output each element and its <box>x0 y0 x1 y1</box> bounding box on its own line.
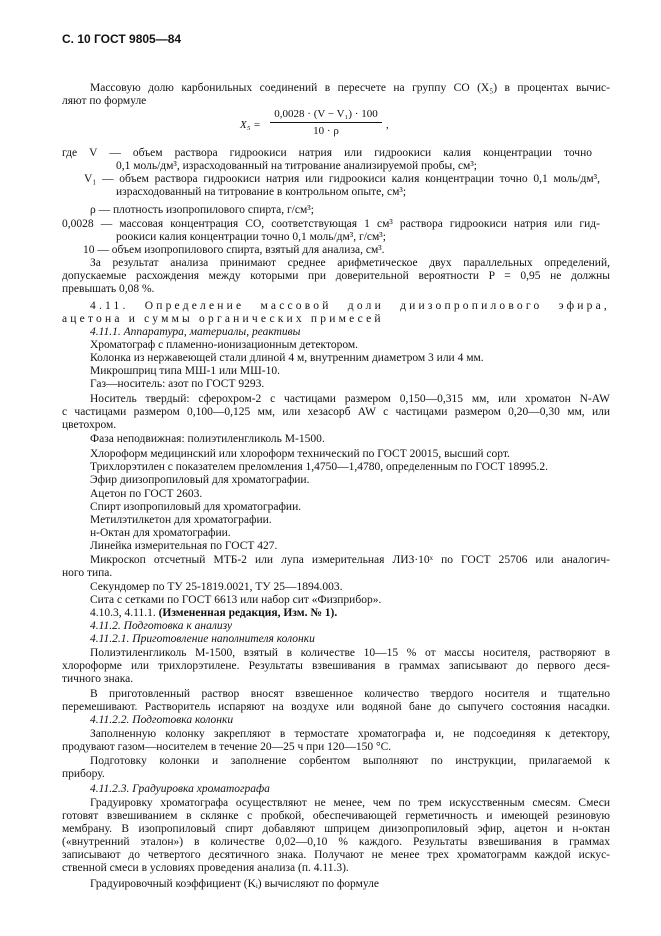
material-line: с частицами размером 0,100—0,125 мм, или хезасорб AW с частицами размером 0,20—0,30 мм, или <box>62 406 610 418</box>
amendment-bold: (Измененная редакция, Изм. № 1). <box>158 607 338 619</box>
material-line: Фаза неподвижная: полиэтиленгликоль М-1500. <box>90 433 325 445</box>
material-line: Микроскоп отсчетный МТБ-2 или лупа измерительная ЛИЗ·10ˣ по ГОСТ 25706 или аналогич- <box>90 554 610 566</box>
def-rho: ρ — плотность изопропилового спирта, г/см³; <box>90 204 314 216</box>
formula-trail: , <box>386 119 389 131</box>
result-line-1: За результат анализа принимают среднее арифметическое двух параллельных определений, <box>90 257 610 269</box>
material-line: Хроматограф с пламенно-ионизационным детектором. <box>90 339 359 351</box>
amendment-note <box>90 607 610 620</box>
section-title-line-2: ацетона и суммы органических примесей <box>62 313 384 325</box>
calib-line: («внутренний эталон») в количестве 0,02—0,10 % каждого. Результаты взвешивания в граммах <box>62 836 610 848</box>
subsection-4-11-2-1: 4.11.2.1. Приготовление наполнителя колонки <box>90 633 315 645</box>
filler-line: В приготовленный раствор вносят взвешенное количество твердого носителя и тщательно <box>90 688 610 700</box>
intro-line-1: Массовую долю карбонильных соединений в пересчете на группу СО (X₅) в процентах вычис- <box>90 82 610 94</box>
def-v1: V₁ — объем раствора гидроокиси натрия или гидроокиси калия концентрации точно 0,1 моль/дм³, <box>84 173 600 185</box>
material-line: цветохром. <box>62 419 117 431</box>
amendment-ref: 4.10.3, 4.11.1. <box>90 607 159 619</box>
subsection-4-11-2-2: 4.11.2.2. Подготовка колонки <box>90 714 234 726</box>
section-title-line-1: 4.11. Определение массовой доли диизопропилового эфира, <box>90 300 610 312</box>
calib-line: мембрану. В изопропиловый спирт добавляют шприцем диизопропиловый эфир, ацетон и н-октан <box>62 823 610 835</box>
result-line-2: допускаемые расхождения между которыми при доверительной вероятности P = 0,95 не должны <box>62 270 610 282</box>
calib-line: записывают до четвертого десятичного знака. Получают не менее трех хроматограмм каждой искус- <box>62 849 610 861</box>
material-line: Ацетон по ГОСТ 2603. <box>90 488 203 500</box>
result-line-3: превышать 0,08 %. <box>62 283 155 295</box>
subsection-4-11-1: 4.11.1. Аппаратура, материалы, реактивы <box>90 326 301 338</box>
subsection-4-11-2: 4.11.2. Подготовка к анализу <box>90 620 233 632</box>
def-v: где V — объем раствора гидроокиси натрия или гидроокиси калия концентрации точно <box>62 147 592 159</box>
material-line: ного типа. <box>62 567 113 579</box>
material-line: Микрошприц типа МШ-1 или МШ-10. <box>90 365 280 377</box>
filler-line: тичного знака. <box>62 673 134 685</box>
column-line: продувают газом—носителем в течение 20—25 ч при 120—150 °С. <box>62 741 392 753</box>
def-v1-cont: израсходованный на титрование в контрольном опыте, см³; <box>116 186 407 198</box>
filler-line: перемешивают. Растворитель испаряют на воздухе или водяной бане до сыпучего состояния насадки. <box>62 701 610 713</box>
material-line: Хлороформ медицинский или хлороформ технический по ГОСТ 20015, высший сорт. <box>90 448 510 460</box>
subsection-4-11-2-3: 4.11.2.3. Градуировка хроматографа <box>90 783 270 795</box>
material-line: Метилэтилкетон для хроматографии. <box>90 514 272 526</box>
column-line: Заполненную колонку закрепляют в термостате хроматографа и, не подсоединяя к детектору, <box>90 728 610 740</box>
filler-line: хлороформе или трихлорэтилене. Результаты взвешивания в граммах записывают до первого деся- <box>62 660 610 672</box>
fraction-bar <box>270 122 382 123</box>
formula-denominator: 10 · ρ <box>313 125 339 137</box>
formula-x5 <box>240 108 440 142</box>
intro-line-2: ляют по формуле <box>62 95 147 107</box>
calib-line: ственной смеси в условиях проведения анализа (п. 4.11.3). <box>62 862 349 874</box>
formula-numerator: 0,0028 · (V − V₁) · 100 <box>274 108 378 120</box>
material-line: Спирт изопропиловый для хроматографии. <box>90 501 302 513</box>
material-line: Секундомер по ТУ 25-1819.0021, ТУ 25—1894.003. <box>90 581 343 593</box>
filler-line: Полиэтиленгликоль М-1500, взятый в количестве 10—15 % от массы носителя, растворяют в <box>90 647 610 659</box>
material-line: Носитель твердый: сферохром-2 с частицами размером 0,150—0,315 мм, или хроматон N-AW <box>90 393 610 405</box>
def-v-cont: 0,1 моль/дм³, израсходованный на титрование анализируемой пробы, см³; <box>116 160 477 172</box>
material-line: н-Октан для хроматографии. <box>90 527 231 539</box>
column-line: прибору. <box>62 768 105 780</box>
material-line: Сита с сетками по ГОСТ 6613 или набор сит «Физприбор». <box>90 594 382 606</box>
def-10: 10 — объем изопропилового спирта, взятый для анализа, см³. <box>83 244 385 256</box>
calib-line: Градуировку хроматографа осуществляют не менее, чем по трем искусственным смесям. Смеси <box>90 797 610 809</box>
def-0028-cont: роокиси калия концентрации точно 0,1 моль/дм³, г/см³; <box>116 231 386 243</box>
material-line: Колонка из нержавеющей стали длиной 4 м, внутренним диаметром 3 или 4 мм. <box>90 352 484 364</box>
column-line: Подготовку колонки и заполнение сорбентом выполняют по инструкции, прилагаемой к <box>90 755 610 767</box>
def-0028: 0,0028 — массовая концентрация СО, соответствующая 1 см³ раствора гидроокиси натрия или гид- <box>62 218 600 230</box>
material-line: Линейка измерительная по ГОСТ 427. <box>90 540 278 552</box>
material-line: Трихлорэтилен с показателем преломления 1,4750—1,4780, определенным по ГОСТ 18995.2. <box>90 461 549 473</box>
material-line: Эфир диизопропиловый для хроматографии. <box>90 474 310 486</box>
formula-lhs: X₅ = <box>240 119 261 131</box>
material-line: Газ—носитель: азот по ГОСТ 9293. <box>90 378 265 390</box>
calib-line: готовят взвешиванием в склянке с пробкой, обеспечивающей герметичность и имеющей резиновую <box>62 810 610 822</box>
calib-coefficient-line: Градуировочный коэффициент (Kᵢ) вычисляют по формуле <box>90 878 379 890</box>
page-header: С. 10 ГОСТ 9805—84 <box>62 32 182 46</box>
